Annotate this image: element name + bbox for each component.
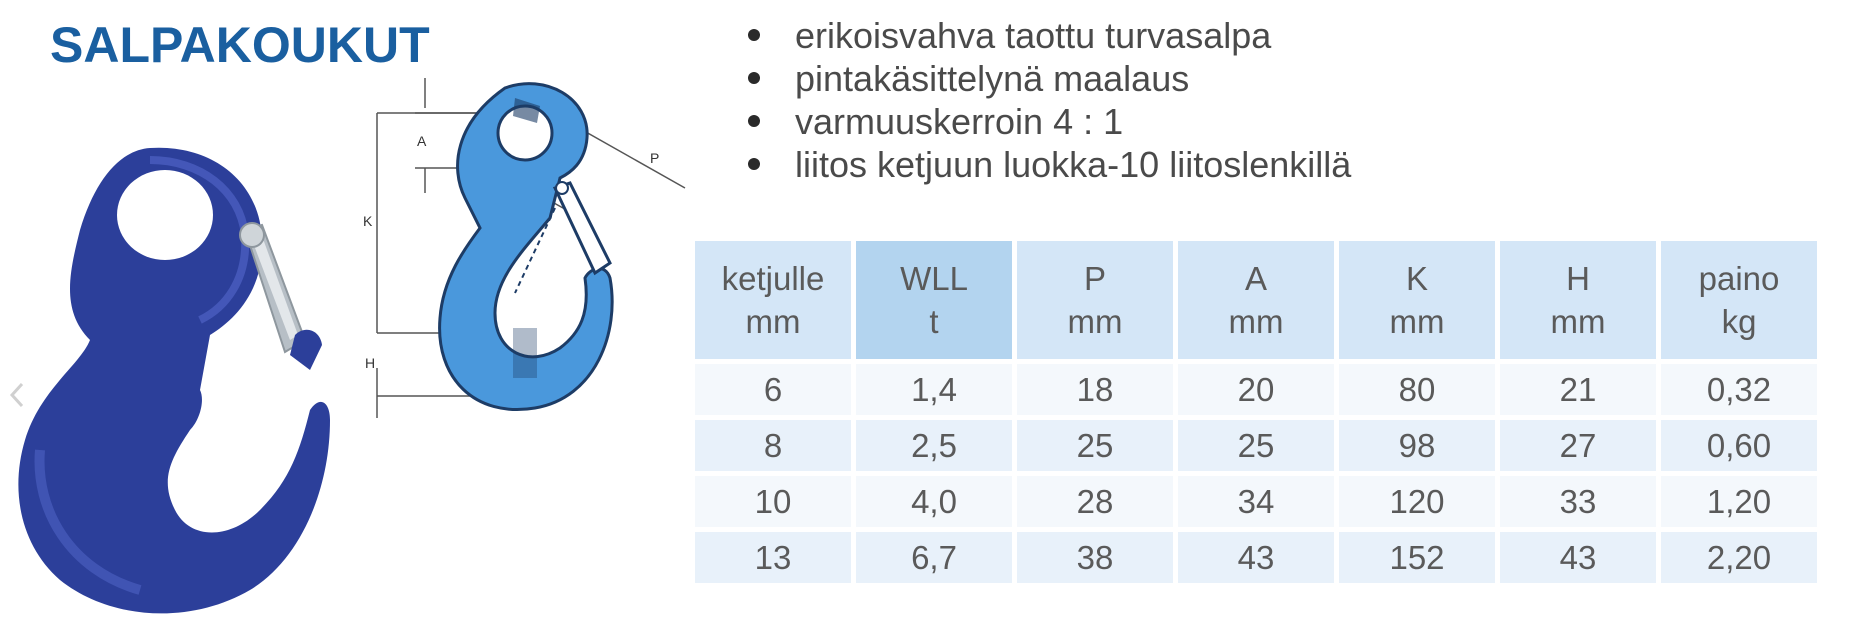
table-cell: 10	[695, 476, 851, 527]
table-cell: 13	[695, 532, 851, 583]
bullet-icon	[748, 72, 760, 84]
table-row	[695, 532, 1817, 583]
table-cell: 0,32	[1661, 364, 1817, 415]
table-cell: 20	[1178, 364, 1334, 415]
table-cell: 27	[1500, 420, 1656, 471]
dim-label-a: A	[417, 133, 427, 149]
dim-label-k: K	[363, 213, 373, 229]
header-paino: paino kg	[1661, 241, 1817, 359]
header-p: P mm	[1017, 241, 1173, 359]
hook-photo	[0, 130, 340, 620]
table-cell: 21	[1500, 364, 1656, 415]
table-cell: 0,60	[1661, 420, 1817, 471]
table-cell: 2,5	[856, 420, 1012, 471]
table-header-row	[695, 241, 1817, 359]
header-a: A mm	[1178, 241, 1334, 359]
table-row	[695, 420, 1817, 471]
feature-item: pintakäsittelynä maalaus	[740, 57, 1351, 100]
table-cell: 43	[1178, 532, 1334, 583]
table-cell: 152	[1339, 532, 1495, 583]
dim-label-h: H	[365, 355, 376, 371]
page-title: SALPAKOUKUT	[50, 17, 430, 73]
table-cell: 25	[1178, 420, 1334, 471]
table-row	[695, 364, 1817, 415]
table-cell: 6,7	[856, 532, 1012, 583]
table-cell: 1,4	[856, 364, 1012, 415]
table-cell: 25	[1017, 420, 1173, 471]
bullet-icon	[748, 29, 760, 41]
table-cell: 1,20	[1661, 476, 1817, 527]
table-cell: 8	[695, 420, 851, 471]
header-h: H mm	[1500, 241, 1656, 359]
table-cell: 43	[1500, 532, 1656, 583]
header-wll: WLL t	[856, 241, 1012, 359]
table-cell: 18	[1017, 364, 1173, 415]
feature-item: varmuuskerroin 4 : 1	[740, 100, 1351, 143]
table-cell: 120	[1339, 476, 1495, 527]
table-cell: 6	[695, 364, 851, 415]
dim-label-p: P	[650, 150, 660, 166]
table-cell: 98	[1339, 420, 1495, 471]
table-cell: 33	[1500, 476, 1656, 527]
bullet-icon	[748, 115, 760, 127]
table-cell: 34	[1178, 476, 1334, 527]
table-cell: 4,0	[856, 476, 1012, 527]
feature-item: liitos ketjuun luokka-10 liitoslenkillä	[740, 143, 1351, 186]
table-cell: 80	[1339, 364, 1495, 415]
chevron-left-icon[interactable]	[4, 380, 30, 410]
feature-list	[740, 14, 1351, 186]
spec-table	[690, 236, 1822, 588]
table-cell: 28	[1017, 476, 1173, 527]
table-cell: 38	[1017, 532, 1173, 583]
feature-item: erikoisvahva taottu turvasalpa	[740, 14, 1351, 57]
hook-dimension-diagram	[355, 78, 705, 418]
header-k: K mm	[1339, 241, 1495, 359]
table-row	[695, 476, 1817, 527]
header-ketjulle: ketjulle mm	[695, 241, 851, 359]
bullet-icon	[748, 158, 760, 170]
table-cell: 2,20	[1661, 532, 1817, 583]
